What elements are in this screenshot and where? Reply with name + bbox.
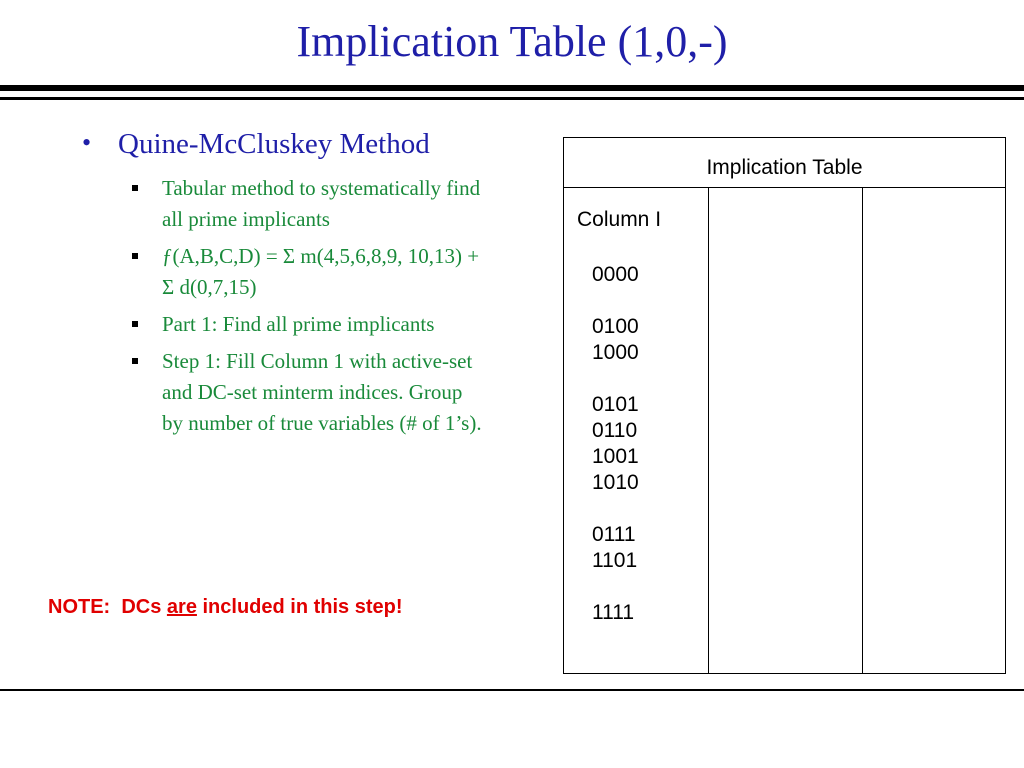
note-text — [48, 596, 403, 619]
sub-bullet-list — [76, 173, 516, 439]
note-emphasis: are — [166, 596, 197, 618]
square-bullet-icon — [132, 358, 138, 364]
minterm-code: 0110 — [592, 419, 638, 442]
sub-bullet-text: Tabular method to systematically find all prime implicants — [162, 176, 481, 231]
sub-bullet — [76, 309, 487, 340]
implication-table — [563, 137, 1006, 674]
minterm-code: 1101 — [592, 549, 638, 572]
sub-bullet — [76, 241, 487, 303]
minterm-code: 0101 — [592, 393, 639, 416]
title-rule-thin — [0, 97, 1024, 100]
main-bullet — [76, 128, 516, 161]
title-rule-thick — [0, 85, 1024, 91]
table-column-1 — [564, 188, 709, 673]
column-1-title: Column I — [577, 208, 662, 231]
footer-rule — [0, 689, 1024, 691]
table-header: Implication Table — [564, 138, 1005, 188]
square-bullet-icon — [132, 185, 138, 191]
table-column-3 — [863, 188, 1005, 673]
minterm-code: 1000 — [592, 341, 639, 364]
minterm-code: 0100 — [592, 315, 639, 338]
slide-title: Implication Table (1,0,-) — [296, 17, 728, 66]
bullet-dot-icon: • — [82, 128, 92, 157]
sub-bullet — [76, 173, 487, 235]
minterm-code: 0111 — [592, 523, 636, 546]
minterm-code: 1001 — [592, 445, 639, 468]
minterm-code: 1111 — [592, 601, 635, 624]
sub-bullet-text: ƒ(A,B,C,D) = Σ m(4,5,6,8,9, 10,13) + Σ d(0,7,15) — [162, 244, 480, 299]
bullet-list — [76, 128, 516, 445]
sub-bullet-text: Step 1: Fill Column 1 with active-set and DC-set minterm indices. Group by number of true variables (# of 1’s). — [162, 349, 482, 435]
note-suffix: included in this step! — [196, 596, 403, 618]
main-bullet-text: Quine-McCluskey Method — [118, 128, 430, 160]
sub-bullet-text: Part 1: Find all prime implicants — [162, 312, 435, 336]
minterm-code: 0000 — [592, 263, 639, 286]
square-bullet-icon — [132, 253, 138, 259]
table-column-2 — [709, 188, 863, 673]
sub-bullet — [76, 346, 487, 439]
note-prefix: NOTE: DCs — [48, 596, 167, 618]
minterm-code: 1010 — [592, 471, 639, 494]
square-bullet-icon — [132, 321, 138, 327]
